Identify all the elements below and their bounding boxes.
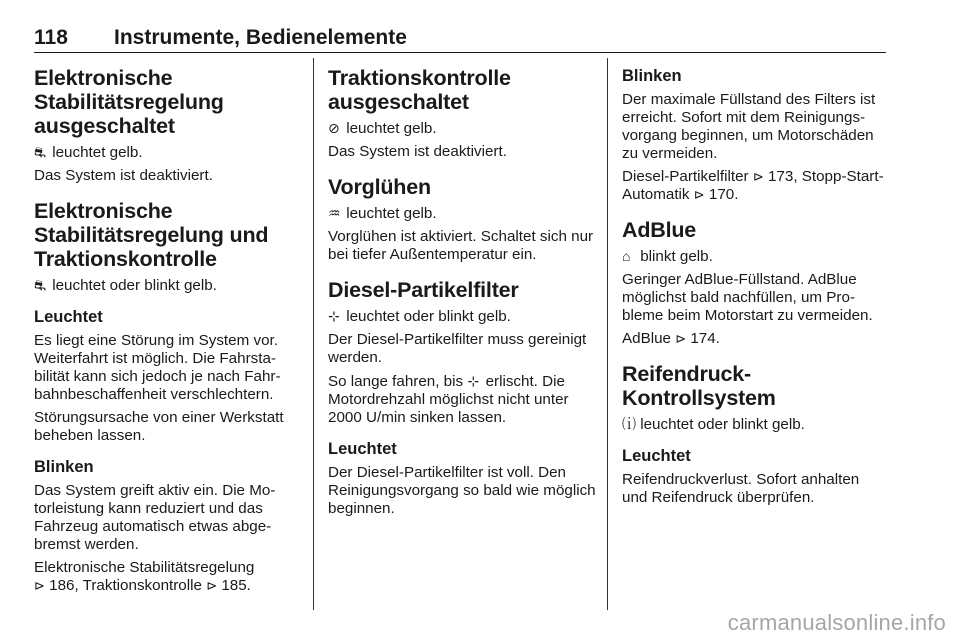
dpf-status-text: leuchtet oder blinkt gelb.	[346, 308, 511, 325]
heading-tpms: Reifendruck-Kontrollsystem	[622, 362, 776, 410]
tpms-leuchtet-text: Reifendruckverlust. Sofort anhalten und Reifendruck überprüfen.	[622, 471, 860, 506]
esp-tc-status	[34, 276, 302, 295]
ref-tc-page[interactable]: 185.	[221, 577, 251, 594]
column-1	[34, 66, 302, 600]
reference-text	[34, 559, 302, 595]
subheading-leuchtet: Leuchtet	[328, 440, 397, 458]
vorgluehen-status-text: leuchtet gelb.	[346, 205, 437, 222]
ref-arrow-icon[interactable]: ⊳	[693, 187, 705, 202]
tpms-status-text: leuchtet oder blinkt gelb.	[640, 416, 805, 433]
tc-off-text: Das System ist deaktiviert.	[328, 143, 507, 160]
ref-arrow-icon[interactable]: ⊳	[34, 578, 45, 593]
adblue-reference	[622, 330, 888, 348]
esp-off-status	[34, 143, 302, 162]
esp-icon: ⛐	[34, 277, 47, 293]
esp-tc-status-text: leuchtet oder blinkt gelb.	[52, 277, 217, 294]
adblue-status-text: blinkt gelb.	[640, 248, 713, 265]
heading-adblue: AdBlue	[622, 218, 697, 242]
glow-plug-icon: ♒	[328, 205, 341, 221]
leuchtet-text-2: Störungsursache von einer Werkstatt beheben lassen.	[34, 409, 284, 444]
dpf-text-2	[328, 372, 596, 427]
column-divider	[313, 58, 314, 610]
heading-esp-tc: Elektronische Stabilitätsregelung und Traktionskontrolle	[34, 199, 269, 271]
heading-esp-off: Elektronische Stabilitätsregelung ausgeschaltet	[34, 66, 224, 138]
subheading-leuchtet: Leuchtet	[622, 447, 691, 465]
adblue-icon: ⌂	[622, 248, 631, 264]
heading-tc-off: Traktionskontrolle ausgeschaltet	[328, 66, 511, 114]
watermark: carmanualsonline.info	[727, 610, 946, 635]
subheading-blinken: Blinken	[34, 458, 94, 476]
leuchtet-text-1: Es liegt eine Störung im System vor. Weiterfahrt ist möglich. Die Fahrstabilität kann sich jedoch je nach Fahrbahnbeschaffenheit verschlechtern.	[34, 332, 281, 403]
dpf-text-2b: erlischt. Die Motordrehzahl möglichst nicht unter 2000 U/min sinken lassen.	[328, 373, 569, 426]
tire-pressure-icon: ⒤	[622, 416, 636, 432]
ref-esp-page[interactable]: 186, Traktionskontrolle	[49, 577, 202, 594]
dpf-blinken-text: Der maximale Füllstand des Filters ist erreicht. Sofort mit dem Reinigungsvorgang beginnen, um Motorschäden zu vermeiden.	[622, 91, 876, 162]
heading-vorgluehen: Vorglühen	[328, 175, 431, 199]
esp-off-text: Das System ist deaktiviert.	[34, 167, 213, 184]
dpf-leuchtet-text: Der Diesel-Partikelfilter ist voll. Den Reinigungsvorgang so bald wie möglich beginnen.	[328, 464, 596, 517]
ref-arrow-icon[interactable]: ⊳	[675, 331, 687, 346]
dpf-icon: ⊹	[467, 373, 480, 389]
tpms-status	[622, 415, 888, 434]
heading-dpf: Diesel-Partikelfilter	[328, 278, 519, 302]
ref-adblue-page[interactable]: 174.	[690, 330, 720, 347]
blinken-text: Das System greift aktiv ein. Die Motorleistung kann reduziert und das Fahrzeug automatisch etwas abgebremst werden.	[34, 482, 276, 553]
dpf-status	[328, 307, 596, 326]
esp-off-icon: ⛐	[34, 144, 47, 160]
dpf-text-2a: So lange fahren, bis	[328, 373, 464, 390]
dpf-text-1: Der Diesel-Partikelfilter muss gereinigt werden.	[328, 331, 587, 366]
page-title: Instrumente, Bedienelemente	[114, 26, 407, 49]
tc-off-icon: ⊘	[328, 120, 340, 136]
column-3	[622, 66, 888, 512]
tc-off-status	[328, 119, 596, 138]
dpf-reference	[622, 168, 888, 204]
ref-stopstart-page[interactable]: 170.	[708, 186, 739, 203]
tc-off-status-text: leuchtet gelb.	[346, 120, 437, 137]
ref-arrow-icon[interactable]: ⊳	[752, 169, 764, 184]
column-2	[328, 66, 596, 523]
ref-adblue-label: AdBlue	[622, 330, 671, 347]
subheading-leuchtet: Leuchtet	[34, 308, 103, 326]
column-divider	[607, 58, 608, 610]
dpf-icon: ⊹	[328, 308, 340, 324]
page-header	[34, 24, 886, 53]
ref-arrow-icon[interactable]: ⊳	[206, 578, 218, 593]
ref-dpf-label: Diesel-Partikelfilter	[622, 168, 749, 185]
subheading-blinken: Blinken	[622, 67, 682, 85]
adblue-text: Geringer AdBlue-Füllstand. AdBlue möglichst bald nachfüllen, um Probleme beim Motorstart zu vermeiden.	[622, 271, 873, 324]
page-number: 118	[34, 26, 68, 49]
vorgluehen-status	[328, 204, 596, 223]
vorgluehen-text: Vorglühen ist aktiviert. Schaltet sich nur bei tiefer Außentemperatur ein.	[328, 228, 594, 263]
ref-dpf-page[interactable]: 173, Stopp-Start-Automatik	[622, 168, 884, 203]
adblue-status	[622, 247, 888, 266]
ref-esp-label: Elektronische Stabilitätsregelung	[34, 559, 255, 576]
esp-off-status-text: leuchtet gelb.	[52, 144, 143, 161]
